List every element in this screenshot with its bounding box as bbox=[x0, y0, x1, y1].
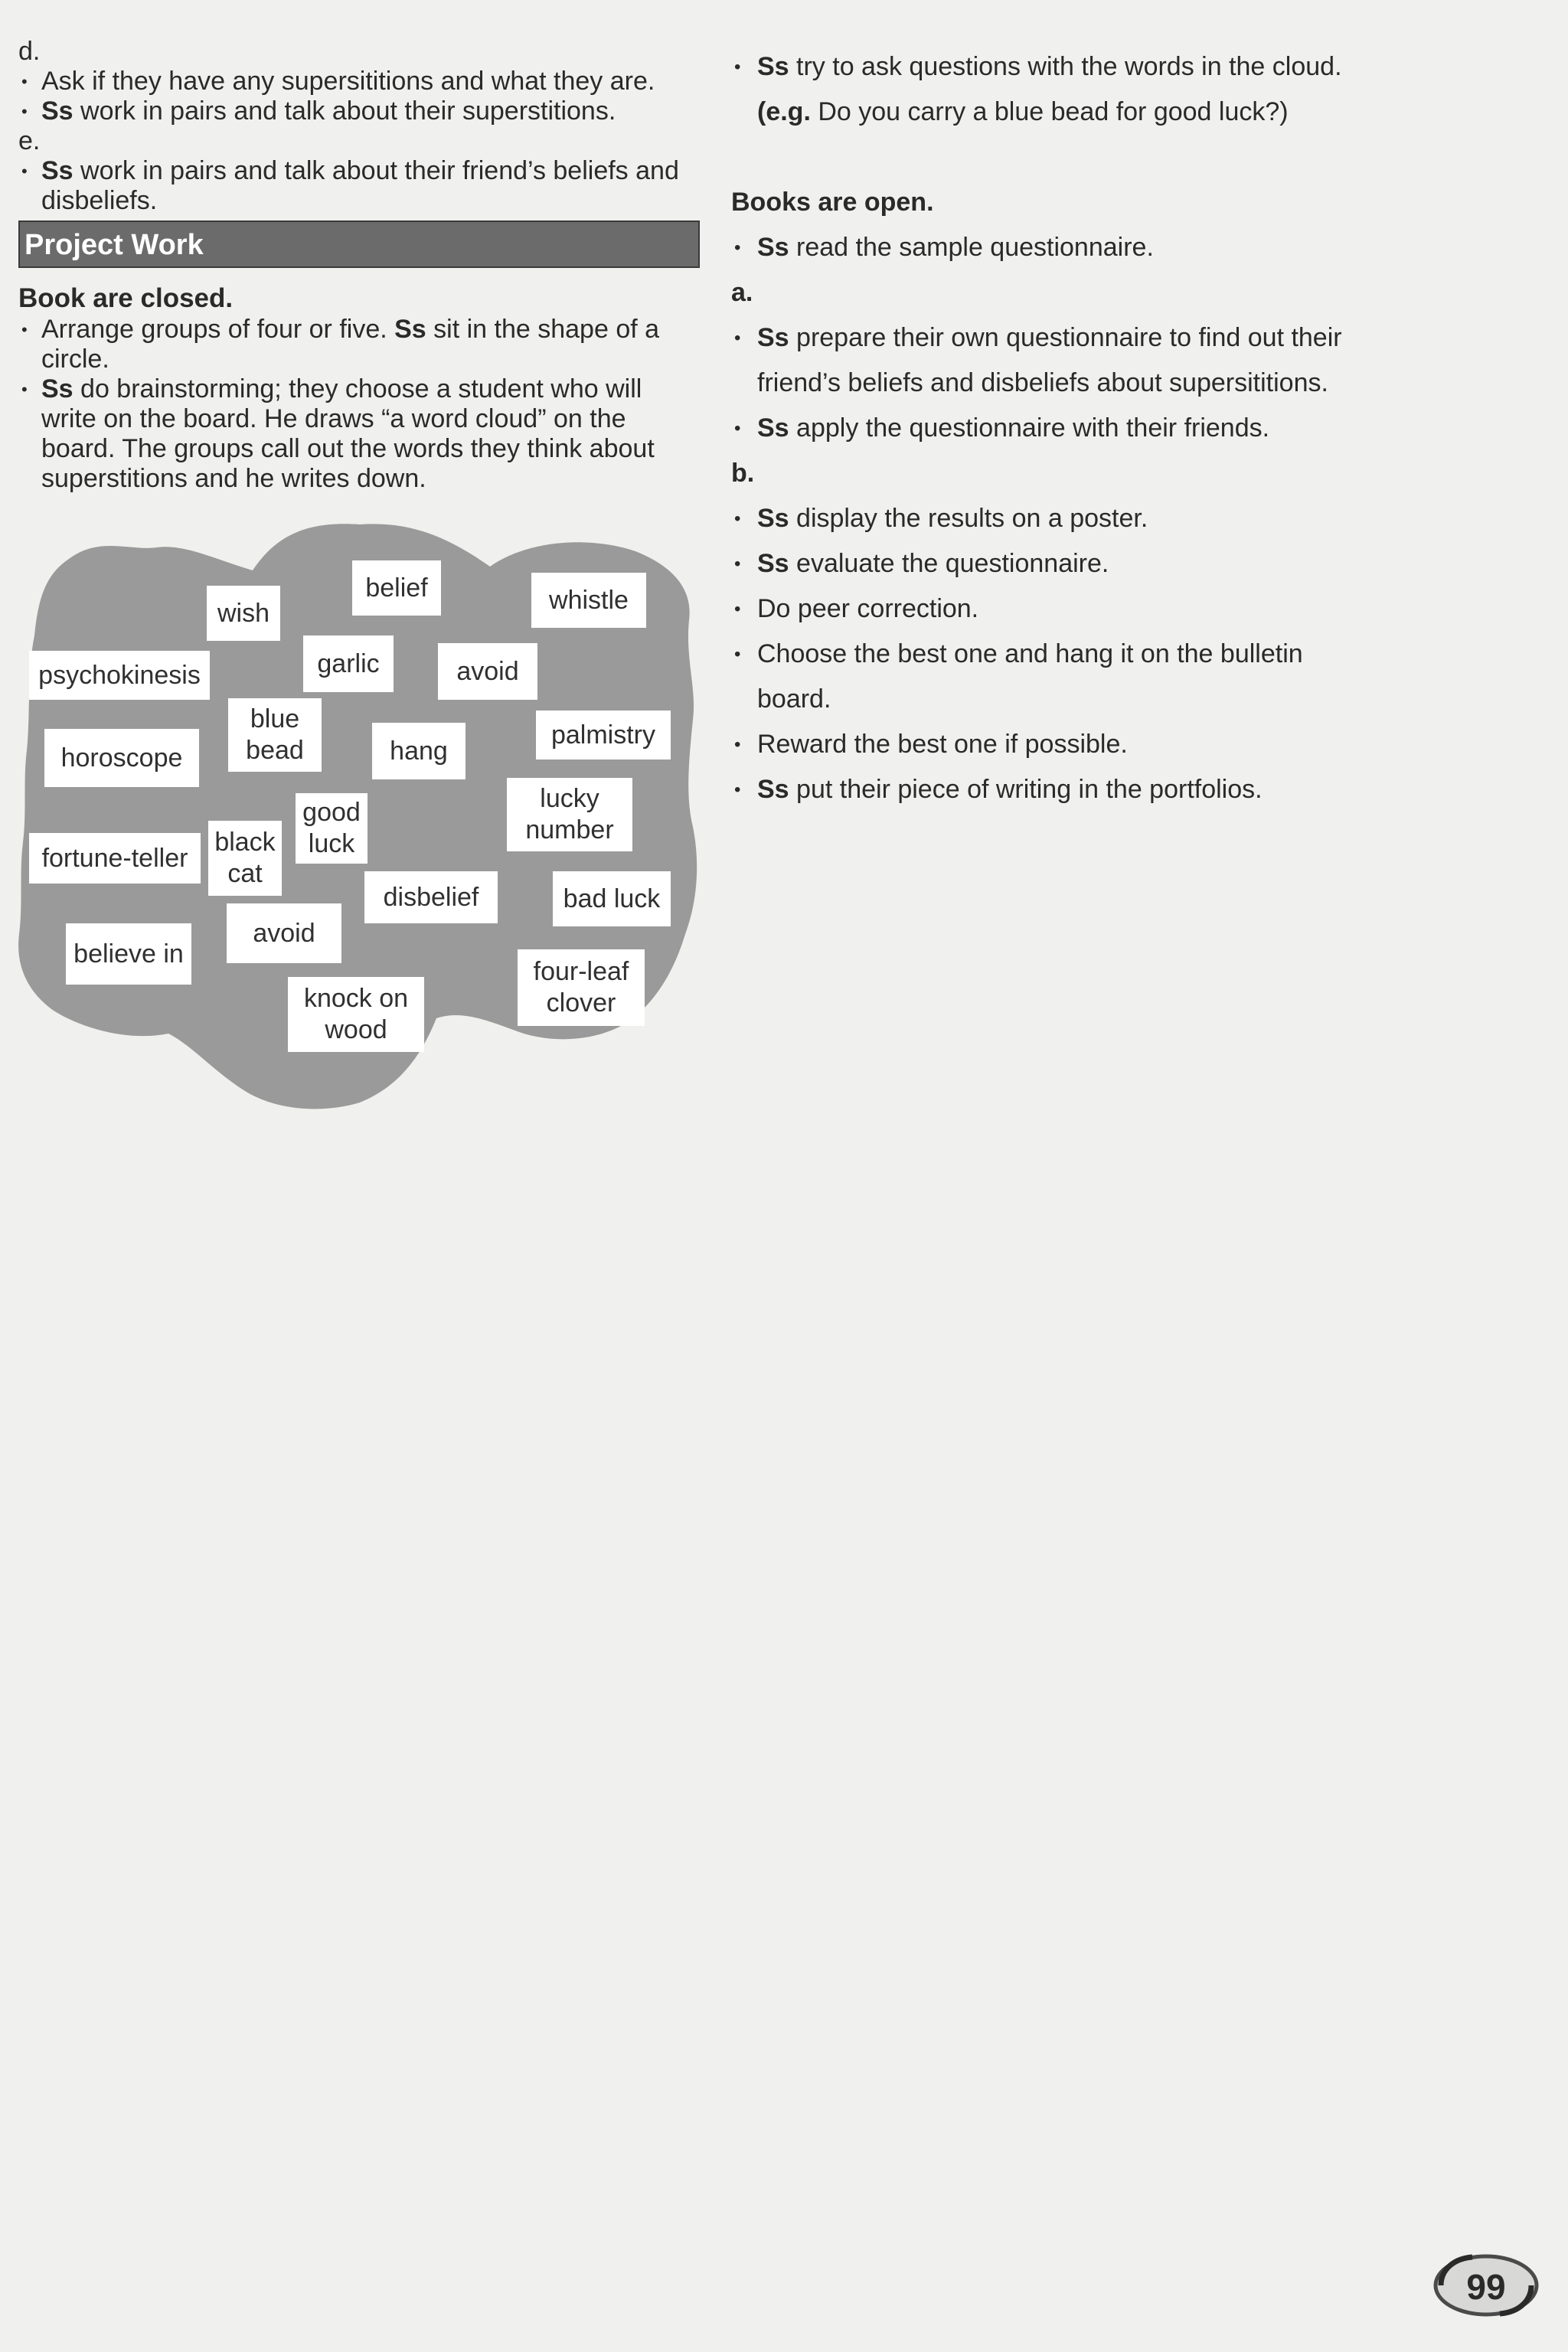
word-lucky-number: lucky number bbox=[507, 778, 632, 851]
subheading: Book are closed. bbox=[18, 283, 234, 313]
list-item-text: Ask if they have any supersititions and what they are. bbox=[41, 67, 655, 96]
section-e-label: e. bbox=[18, 126, 41, 155]
word-black-cat: black cat bbox=[208, 821, 282, 896]
left-column bbox=[18, 37, 703, 216]
list-item bbox=[731, 722, 1436, 767]
page-number bbox=[1430, 2251, 1542, 2320]
list-item-text: Do you carry a blue bead for good luck?) bbox=[810, 97, 1289, 126]
list-item-text: work in pairs and talk about their friend’s beliefs and disbeliefs. bbox=[41, 156, 679, 215]
word-cloud bbox=[0, 505, 720, 1118]
bold-text: (e.g. bbox=[757, 97, 811, 126]
list-item-text: put their piece of writing in the portfolios. bbox=[789, 775, 1263, 804]
bold-text: Ss bbox=[41, 96, 74, 126]
list-item bbox=[731, 315, 1436, 361]
list-item-text: evaluate the questionnaire. bbox=[789, 549, 1109, 578]
word-horoscope: horoscope bbox=[44, 729, 199, 787]
list-item bbox=[18, 315, 703, 374]
list-item-text: work in pairs and talk about their superstitions. bbox=[73, 96, 616, 126]
list-item-text: Reward the best one if possible. bbox=[757, 730, 1128, 759]
section-b-label: b. bbox=[731, 459, 755, 488]
list-item bbox=[18, 67, 703, 96]
word-knock-on-wood: knock on wood bbox=[288, 977, 424, 1052]
bold-text: Ss bbox=[757, 52, 789, 81]
list-item-text: try to ask questions with the words in the cloud. bbox=[789, 52, 1342, 81]
word-believe-in: believe in bbox=[66, 923, 191, 985]
list-item-text: do brainstorming; they choose a student who will write on the board. He draws “a word cloud” on the board. The groups call out the words they think about superstitions and he writes down. bbox=[41, 374, 655, 493]
list-item-text: Arrange groups of four or five. bbox=[41, 315, 395, 344]
word-wish: wish bbox=[207, 586, 280, 641]
word-four-leaf-clover: four-leaf clover bbox=[518, 949, 645, 1026]
bold-text: Ss bbox=[757, 413, 789, 443]
word-good-luck: good luck bbox=[296, 793, 368, 864]
word-belief: belief bbox=[352, 560, 441, 616]
word-avoid-1: avoid bbox=[438, 643, 537, 700]
word-garlic: garlic bbox=[303, 635, 394, 692]
list-item-text: Do peer correction. bbox=[757, 594, 979, 623]
section-d-label: d. bbox=[18, 37, 41, 66]
list-item-text: prepare their own questionnaire to find out their bbox=[789, 323, 1342, 352]
list-item-text: display the results on a poster. bbox=[789, 504, 1148, 533]
list-item-continuation: friend’s beliefs and disbeliefs about supersititions. bbox=[757, 368, 1328, 397]
list-item bbox=[731, 496, 1436, 541]
word-disbelief: disbelief bbox=[364, 871, 498, 923]
bold-text: Ss bbox=[757, 549, 789, 578]
bold-text: Ss bbox=[41, 156, 74, 185]
word-psychokinesis: psychokinesis bbox=[29, 651, 210, 700]
project-work-content bbox=[18, 283, 703, 494]
bold-text: Ss bbox=[394, 315, 426, 344]
list-item-text: apply the questionnaire with their friends. bbox=[789, 413, 1270, 443]
spacer bbox=[731, 135, 1436, 180]
list-item-continuation: board. bbox=[757, 684, 831, 714]
list-item bbox=[731, 632, 1436, 677]
word-blue-bead: blue bead bbox=[228, 698, 322, 772]
list-item bbox=[731, 225, 1436, 270]
list-item bbox=[18, 96, 703, 126]
list-item bbox=[731, 44, 1436, 90]
list-item bbox=[18, 374, 703, 494]
example-line bbox=[731, 90, 1436, 135]
bold-text: Ss bbox=[41, 374, 74, 403]
list-item-text: sit in the shape of a circle. bbox=[41, 315, 660, 374]
word-palmistry: palmistry bbox=[536, 710, 671, 760]
list-item-text: read the sample questionnaire. bbox=[789, 233, 1154, 262]
heading-text: Project Work bbox=[24, 229, 204, 261]
list-item bbox=[731, 541, 1436, 586]
page-number-text: 99 bbox=[1466, 2267, 1506, 2307]
list-item bbox=[731, 586, 1436, 632]
project-work-heading bbox=[18, 220, 700, 268]
subheading: Books are open. bbox=[731, 188, 934, 217]
bold-text: Ss bbox=[757, 323, 789, 352]
bold-text: Ss bbox=[757, 233, 789, 262]
section-a-label: a. bbox=[731, 278, 753, 307]
bold-text: Ss bbox=[757, 504, 789, 533]
list-item-text: Choose the best one and hang it on the bulletin bbox=[757, 639, 1303, 668]
list-item bbox=[18, 156, 703, 216]
list-item bbox=[731, 406, 1436, 451]
word-hang: hang bbox=[372, 723, 466, 779]
word-fortune-teller: fortune-teller bbox=[29, 833, 201, 884]
word-bad-luck: bad luck bbox=[553, 871, 671, 926]
right-column bbox=[731, 44, 1436, 812]
bold-text: Ss bbox=[757, 775, 789, 804]
list-item bbox=[731, 767, 1436, 812]
word-whistle: whistle bbox=[531, 573, 646, 628]
word-avoid-2: avoid bbox=[227, 903, 341, 963]
